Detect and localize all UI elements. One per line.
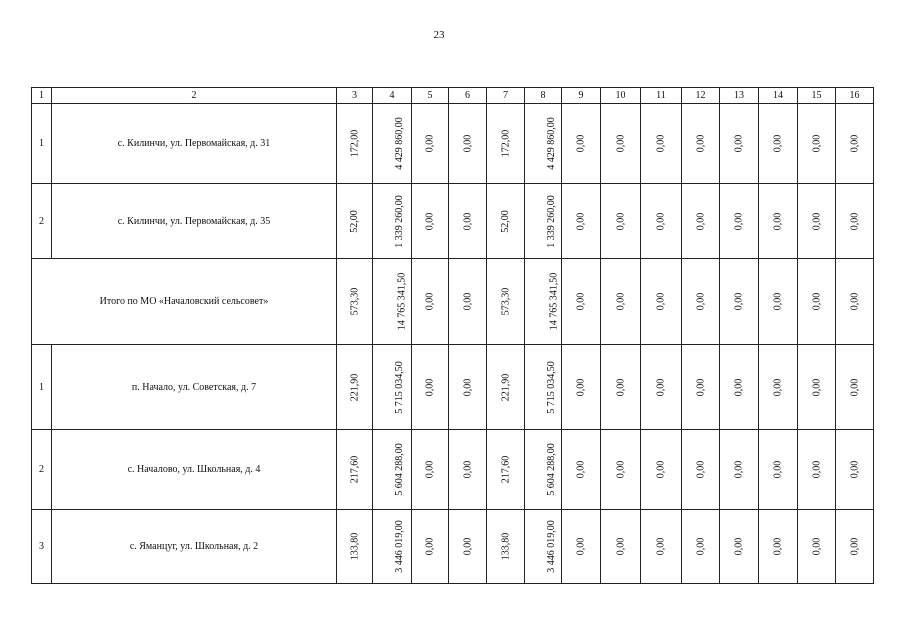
value-cell xyxy=(682,184,720,259)
page-number: 23 xyxy=(433,29,445,41)
value-text: 0,00 xyxy=(772,378,784,396)
total-row xyxy=(32,259,874,345)
value-text: 0,00 xyxy=(733,537,745,556)
value-cell xyxy=(641,430,682,510)
value-cell xyxy=(373,510,412,584)
value-cell xyxy=(412,430,449,510)
value-text: 4 429 860,00 xyxy=(393,117,405,170)
column-header: 5 xyxy=(412,88,449,104)
value-cell xyxy=(337,345,373,430)
value-cell xyxy=(601,430,641,510)
value-text: 0,00 xyxy=(575,460,587,479)
header-row xyxy=(32,88,874,104)
value-cell xyxy=(641,510,682,584)
value-text: 4 429 860,00 xyxy=(545,117,557,170)
value-text: 14 765 341,50 xyxy=(396,272,408,331)
value-cell xyxy=(337,259,373,345)
value-cell xyxy=(798,510,836,584)
value-text: 0,00 xyxy=(695,378,706,396)
value-cell xyxy=(487,430,525,510)
value-cell xyxy=(641,184,682,259)
value-cell xyxy=(373,430,412,510)
value-text: 0,00 xyxy=(462,292,473,311)
value-text: 0,00 xyxy=(811,460,822,479)
value-text: 0,00 xyxy=(849,212,860,230)
column-header: 8 xyxy=(525,88,562,104)
table-row xyxy=(32,510,874,584)
value-cell xyxy=(525,430,562,510)
value-cell xyxy=(836,510,874,584)
column-header: 11 xyxy=(641,88,682,104)
value-cell xyxy=(562,259,601,345)
value-cell xyxy=(798,259,836,345)
value-text: 0,00 xyxy=(655,537,667,556)
value-cell xyxy=(682,430,720,510)
value-text: 0,00 xyxy=(655,378,667,396)
value-cell xyxy=(682,345,720,430)
value-text: 0,00 xyxy=(695,212,706,230)
value-cell xyxy=(836,430,874,510)
value-cell xyxy=(487,259,525,345)
value-cell xyxy=(337,510,373,584)
value-text: 0,00 xyxy=(772,292,784,311)
value-text: 0,00 xyxy=(695,292,706,311)
value-text: 0,00 xyxy=(733,460,745,479)
column-header: 14 xyxy=(759,88,798,104)
value-cell xyxy=(337,104,373,184)
value-cell xyxy=(337,184,373,259)
value-text: 0,00 xyxy=(655,292,667,311)
value-cell xyxy=(487,104,525,184)
value-cell xyxy=(601,184,641,259)
value-text: 0,00 xyxy=(655,460,667,479)
value-cell xyxy=(449,510,487,584)
value-cell xyxy=(525,345,562,430)
value-cell xyxy=(798,184,836,259)
value-cell xyxy=(373,184,412,259)
value-text: 172,00 xyxy=(349,129,360,158)
value-text: 0,00 xyxy=(772,134,784,153)
value-cell xyxy=(759,104,798,184)
value-cell xyxy=(682,510,720,584)
value-cell xyxy=(525,259,562,345)
value-text: 0,00 xyxy=(811,134,822,153)
value-text: 0,00 xyxy=(462,212,473,230)
value-text: 5 715 034,50 xyxy=(545,360,557,414)
value-text: 0,00 xyxy=(575,292,587,311)
row-number: 2 xyxy=(32,184,52,259)
value-text: 217,60 xyxy=(500,455,511,484)
column-header: 1 xyxy=(32,88,52,104)
total-label: Итого по МО «Началовский сельсовет» xyxy=(32,259,337,345)
row-number: 3 xyxy=(32,510,52,584)
value-cell xyxy=(373,104,412,184)
value-cell xyxy=(412,104,449,184)
value-text: 0,00 xyxy=(462,460,473,479)
value-text: 0,00 xyxy=(811,212,822,230)
value-text: 0,00 xyxy=(733,292,745,311)
value-text: 0,00 xyxy=(733,378,745,396)
value-cell xyxy=(759,345,798,430)
value-text: 0,00 xyxy=(575,537,587,556)
column-header: 16 xyxy=(836,88,874,104)
column-header: 3 xyxy=(337,88,373,104)
value-text: 0,00 xyxy=(615,537,626,556)
value-cell xyxy=(798,345,836,430)
value-cell xyxy=(412,184,449,259)
value-cell xyxy=(720,430,759,510)
value-text: 1 339 260,00 xyxy=(545,194,557,248)
value-text: 0,00 xyxy=(733,134,745,153)
value-cell xyxy=(562,430,601,510)
value-text: 0,00 xyxy=(772,212,784,230)
value-text: 0,00 xyxy=(772,537,784,556)
value-cell xyxy=(373,345,412,430)
value-cell xyxy=(759,184,798,259)
value-cell xyxy=(759,259,798,345)
value-cell xyxy=(601,104,641,184)
value-cell xyxy=(412,510,449,584)
data-table xyxy=(31,87,874,584)
value-cell xyxy=(682,259,720,345)
value-text: 0,00 xyxy=(462,537,473,556)
table-row xyxy=(32,184,874,259)
value-cell xyxy=(641,104,682,184)
address-cell: п. Начало, ул. Советская, д. 7 xyxy=(52,345,337,430)
value-text: 172,00 xyxy=(500,129,511,158)
column-header: 4 xyxy=(373,88,412,104)
table-row xyxy=(32,104,874,184)
value-text: 0,00 xyxy=(849,378,860,396)
address-cell: с. Килинчи, ул. Первомайская, д. 35 xyxy=(52,184,337,259)
value-text: 0,00 xyxy=(615,134,626,153)
value-cell xyxy=(759,430,798,510)
value-text: 0,00 xyxy=(615,460,626,479)
value-cell xyxy=(720,259,759,345)
column-header: 13 xyxy=(720,88,759,104)
column-header: 12 xyxy=(682,88,720,104)
value-text: 133,80 xyxy=(500,532,511,561)
value-text: 0,00 xyxy=(695,460,706,479)
value-text: 0,00 xyxy=(424,212,436,230)
value-text: 0,00 xyxy=(849,134,860,153)
value-text: 0,00 xyxy=(655,212,667,230)
value-text: 0,00 xyxy=(811,537,822,556)
address-cell: с. Килинчи, ул. Первомайская, д. 31 xyxy=(52,104,337,184)
value-cell xyxy=(449,345,487,430)
value-cell xyxy=(487,184,525,259)
value-cell xyxy=(720,345,759,430)
value-cell xyxy=(525,510,562,584)
address-cell: с. Началово, ул. Школьная, д. 4 xyxy=(52,430,337,510)
value-cell xyxy=(720,104,759,184)
column-header: 15 xyxy=(798,88,836,104)
value-text: 0,00 xyxy=(424,460,436,479)
value-cell xyxy=(720,510,759,584)
value-cell xyxy=(641,259,682,345)
value-cell xyxy=(601,259,641,345)
value-text: 217,60 xyxy=(349,455,360,484)
value-text: 0,00 xyxy=(695,134,706,153)
value-text: 0,00 xyxy=(695,537,706,556)
value-cell xyxy=(562,510,601,584)
column-header: 6 xyxy=(449,88,487,104)
value-cell xyxy=(487,510,525,584)
value-cell xyxy=(525,184,562,259)
value-cell xyxy=(487,345,525,430)
value-text: 3 446 019,00 xyxy=(545,520,557,573)
value-cell xyxy=(836,184,874,259)
value-cell xyxy=(562,184,601,259)
row-number: 1 xyxy=(32,104,52,184)
value-text: 14 765 341,50 xyxy=(548,272,560,331)
value-text: 133,80 xyxy=(349,532,360,561)
value-text: 0,00 xyxy=(615,292,626,311)
value-cell xyxy=(562,345,601,430)
value-cell xyxy=(836,345,874,430)
value-text: 5 715 034,50 xyxy=(393,360,405,414)
value-text: 0,00 xyxy=(849,460,860,479)
value-text: 5 604 288,00 xyxy=(545,443,557,496)
value-text: 0,00 xyxy=(424,134,436,153)
value-cell xyxy=(412,345,449,430)
value-cell xyxy=(798,104,836,184)
column-header: 2 xyxy=(52,88,337,104)
value-cell xyxy=(412,259,449,345)
value-text: 52,00 xyxy=(500,209,511,233)
value-text: 573,30 xyxy=(500,287,511,316)
value-text: 0,00 xyxy=(811,292,822,311)
value-cell xyxy=(337,430,373,510)
column-header: 10 xyxy=(601,88,641,104)
value-text: 0,00 xyxy=(462,134,473,153)
value-cell xyxy=(682,104,720,184)
value-text: 0,00 xyxy=(849,292,860,311)
value-text: 573,30 xyxy=(349,287,360,316)
table-row xyxy=(32,430,874,510)
value-cell xyxy=(449,430,487,510)
value-cell xyxy=(720,184,759,259)
value-text: 0,00 xyxy=(733,212,745,230)
value-text: 0,00 xyxy=(424,378,436,396)
value-text: 0,00 xyxy=(615,378,626,396)
value-text: 0,00 xyxy=(849,537,860,556)
row-number: 1 xyxy=(32,345,52,430)
column-header: 9 xyxy=(562,88,601,104)
value-text: 0,00 xyxy=(575,212,587,230)
value-cell xyxy=(525,104,562,184)
value-text: 0,00 xyxy=(575,134,587,153)
value-cell xyxy=(836,259,874,345)
value-cell xyxy=(601,345,641,430)
value-cell xyxy=(373,259,412,345)
value-text: 0,00 xyxy=(462,378,473,396)
value-text: 52,00 xyxy=(349,209,360,233)
table-row xyxy=(32,345,874,430)
value-text: 0,00 xyxy=(575,378,587,396)
value-text: 221,90 xyxy=(349,373,360,401)
value-cell xyxy=(601,510,641,584)
value-cell xyxy=(449,104,487,184)
value-cell xyxy=(641,345,682,430)
value-cell xyxy=(759,510,798,584)
value-text: 221,90 xyxy=(500,373,511,401)
value-cell xyxy=(836,104,874,184)
column-header: 7 xyxy=(487,88,525,104)
value-text: 0,00 xyxy=(424,292,436,311)
value-cell xyxy=(449,259,487,345)
address-cell: с. Яманцуг, ул. Школьная, д. 2 xyxy=(52,510,337,584)
value-text: 5 604 288,00 xyxy=(393,443,405,496)
value-cell xyxy=(562,104,601,184)
row-number: 2 xyxy=(32,430,52,510)
value-cell xyxy=(798,430,836,510)
value-text: 0,00 xyxy=(615,212,626,230)
value-cell xyxy=(449,184,487,259)
value-text: 1 339 260,00 xyxy=(393,194,405,248)
value-text: 0,00 xyxy=(424,537,436,556)
value-text: 0,00 xyxy=(772,460,784,479)
value-text: 0,00 xyxy=(811,378,822,396)
value-text: 0,00 xyxy=(655,134,667,153)
value-text: 3 446 019,00 xyxy=(393,520,405,573)
